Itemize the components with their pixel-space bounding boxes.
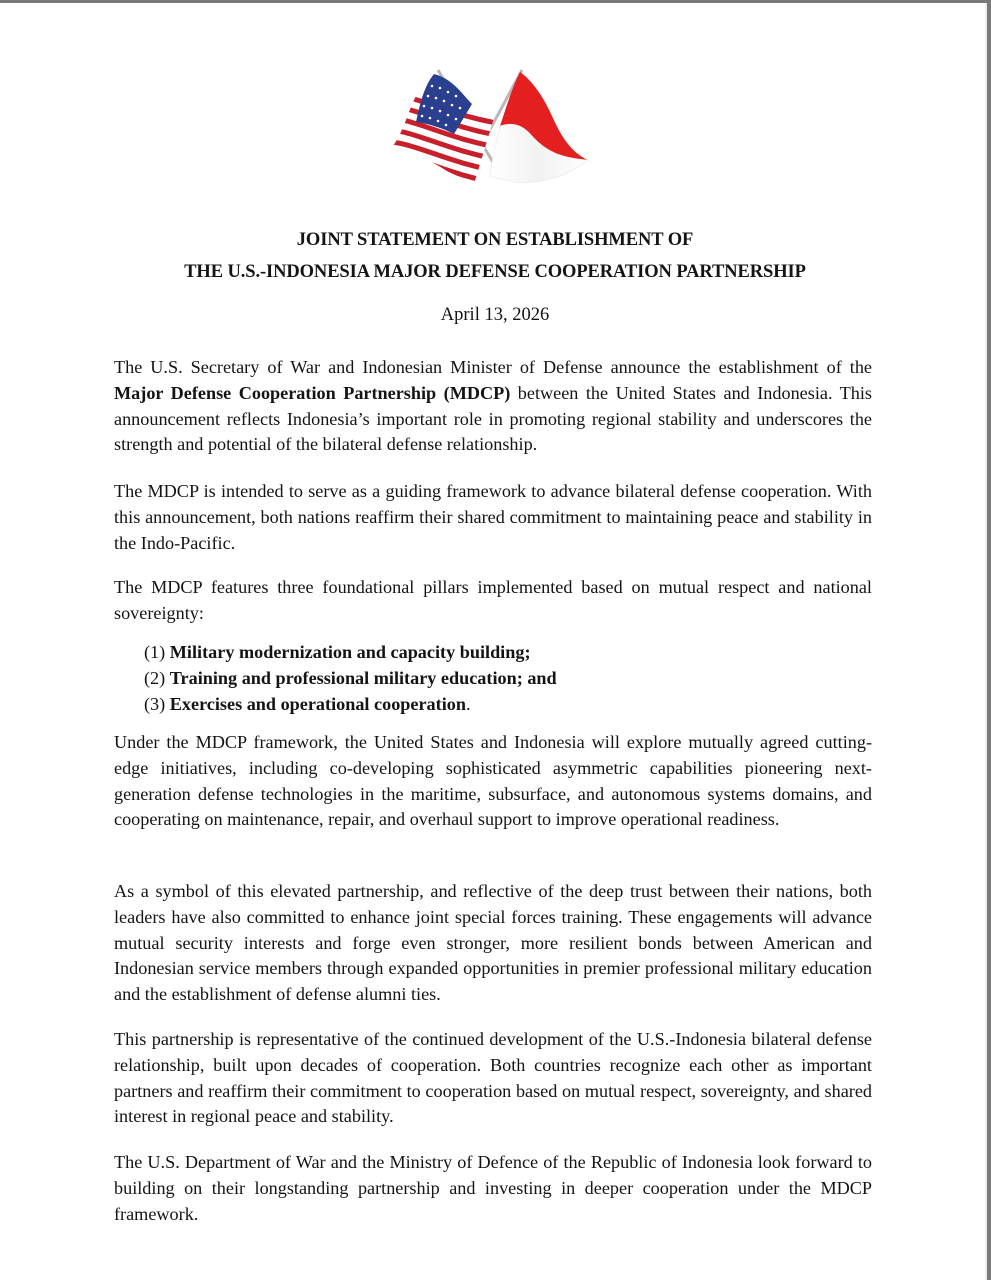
window-top-border	[0, 0, 991, 3]
pillar-number: (3)	[144, 693, 166, 714]
paragraph-relationship: This partnership is representative of the continued development of the U.S.-Indonesia bilateral defense relationship, built upon decades of cooperation. Both countries recognize each other as important partners and reaffirm their commitment to cooperation based on mutual respect, sovereignty, and shared interest in regional peace and stability.	[114, 1029, 872, 1127]
paragraph-closing: The U.S. Department of War and the Ministry of Defence of the Republic of Indonesia look forward to building on their longstanding partnership and investing in deeper cooperation under the MDCP framework.	[114, 1152, 872, 1224]
crossed-flags-icon	[382, 64, 608, 190]
paragraph-pillars-intro: The MDCP features three foundational pillars implemented based on mutual respect and national sovereignty:	[114, 577, 872, 623]
pillars-list	[144, 640, 844, 717]
paragraph-framework: The MDCP is intended to serve as a guiding framework to advance bilateral defense cooperation. With this announcement, both nations reaffirm their shared commitment to maintaining peace and stability in the Indo-Pacific.	[114, 481, 872, 553]
pillar-number: (1)	[144, 642, 166, 662]
paragraph-1-rest: between the United States and Indonesia. This announcement reflects Indonesia’s important role in promoting regional stability and underscores the strength and potential of the bilateral defense relationship.	[114, 382, 872, 455]
title-line-2: THE U.S.-INDONESIA MAJOR DEFENSE COOPERATION PARTNERSHIP	[184, 262, 806, 282]
paragraph-1-lead: The U.S. Secretary of War and Indonesian Minister of Defense announce the establishment of the	[114, 357, 872, 377]
pillar-text: Military modernization and capacity building;	[169, 642, 531, 662]
paragraph-special-forces: As a symbol of this elevated partnership, and reflective of the deep trust between their nations, both leaders have also committed to enhance joint special forces training. These engagements will advance mutual security interests and forge even stronger, more resilient bonds between American and Indonesian service members through expanded opportunities in premier professional military education and the establishment of defense alumni ties.	[114, 881, 872, 1005]
window-right-border	[987, 0, 991, 1280]
paragraph-announcement	[114, 355, 872, 458]
us-flag	[382, 64, 502, 190]
indonesia-flag	[490, 72, 588, 183]
document-date: April 13, 2026	[440, 305, 550, 325]
paragraph-initiatives: Under the MDCP framework, the United States and Indonesia will explore mutually agreed cutting-edge initiatives, including co-developing sophisticated asymmetric capabilities pioneering next-generation defense technologies in the maritime, subsurface, and autonomous systems domains, and cooperating on maintenance, repair, and overhaul support to improve operational readiness.	[114, 732, 872, 830]
pillar-item	[144, 666, 844, 692]
pillar-text: Training and professional military education; and	[169, 667, 557, 688]
pillar-item	[144, 640, 844, 666]
paragraph-1-bold-term: Major Defense Cooperation Partnership (MDCP)	[114, 382, 511, 403]
pillar-item	[144, 692, 844, 718]
pillar-number: (2)	[144, 667, 166, 688]
page-edge-shadow	[985, 3, 987, 1280]
title-line-1: JOINT STATEMENT ON ESTABLISHMENT OF	[296, 230, 694, 250]
pillar-text: Exercises and operational cooperation	[169, 693, 466, 714]
pillar-suffix: .	[465, 693, 471, 714]
document-title	[0, 224, 990, 288]
